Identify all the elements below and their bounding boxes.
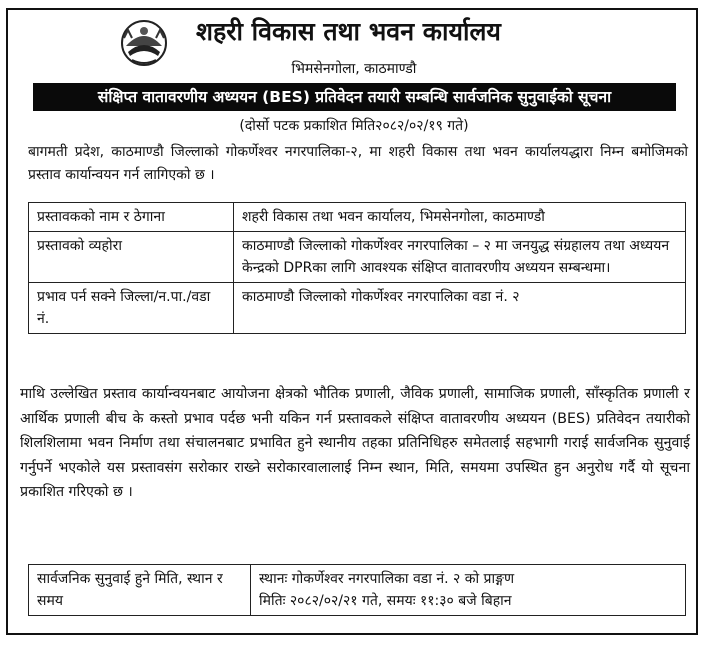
- intro-paragraph: बागमती प्रदेश, काठमाण्डौ जिल्लाको गोकर्णेश्वर नगरपालिका-२, मा शहरी विकास तथा भवन कार्यालयद्धारा निम्न बमोजिमको प्रस्ताव कार्यान्वयन गर्न लागिएको छ ।: [28, 144, 688, 183]
- body-paragraph: माथि उल्लेखित प्रस्ताव कार्यान्वयनबाट आयोजना क्षेत्रको भौतिक प्रणाली, जैविक प्रणाली, सामाजिक प्रणाली, साँस्कृतिक प्रणाली र आर्थिक प्रणाली बीच के कस्तो प्रभाव पर्दछ भनी यकिन गर्न प्रस्तावकले संक्षिप्त वातावरणीय अध्ययन (BES) प्रतिवेदन तयारीको शिलशिलामा भवन निर्माण तथा संचालनबाट प्रभावित हुने स्थानीय तहका प्रतिनिधिहरु समेतलाई सहभागी गराई सार्वजनिक सुनुवाई गर्नुपर्ने भएकोले यस प्रस्तावसंग सरोकार राख्ने सरोकारवालालाई निम्न स्थान, मिति, समयमा उपस्थित हुन अनुरोध गर्दै यो सूचना प्रकाशित गरिएको छ ।: [20, 386, 690, 500]
- table-row: [29, 565, 686, 616]
- table-label: प्रभाव पर्न सक्ने जिल्ला/न.पा./वडा नं.: [29, 283, 234, 334]
- table-value: काठमाण्डौ जिल्लाको गोकर्णेश्वर नगरपालिका – २ मा जनयुद्ध संग्रहालय तथा अध्ययन केन्द्रको DPRका लागि आवश्यक संक्षिप्त वातावरणीय अध्ययन सम्बन्धमा।: [234, 232, 686, 283]
- table-row: [29, 203, 686, 232]
- table-value: काठमाण्डौ जिल्लाको गोकर्णेश्वर नगरपालिका वडा नं. २: [234, 283, 686, 334]
- hearing-datetime: मितिः २०८२/०२/२१ गते, समयः ११:३० बजे बिहान: [259, 593, 512, 609]
- office-title: शहरी विकास तथा भवन कार्यालय: [196, 17, 501, 46]
- reprint-date-note: (दोर्सो पटक प्रकाशित मिति२०८२/०२/१९ गते): [239, 118, 469, 134]
- table-row: [29, 283, 686, 334]
- table-label: प्रस्तावकको नाम र ठेगाना: [29, 203, 234, 232]
- hearing-details: [251, 565, 686, 616]
- hearing-place: स्थानः गोकर्णेश्वर नगरपालिका वडा नं. २ को प्राङ्गण: [259, 571, 515, 587]
- office-location: भिमसेनगोला, काठमाण्डौ: [291, 61, 417, 77]
- proposal-table: [28, 202, 686, 334]
- notice-title-banner: संक्षिप्त वातावरणीय अध्ययन (BES) प्रतिवेदन तयारी सम्बन्धि सार्वजनिक सुनुवाईको सूचना: [33, 83, 676, 111]
- table-value: शहरी विकास तथा भवन कार्यालय, भिमसेनगोला, काठमाण्डौ: [234, 203, 686, 232]
- hearing-label: सार्वजनिक सुनुवाई हुने मिति, स्थान र समय: [29, 565, 251, 616]
- table-label: प्रस्तावको व्यहोरा: [29, 232, 234, 283]
- table-row: [29, 232, 686, 283]
- hearing-table: [28, 564, 686, 616]
